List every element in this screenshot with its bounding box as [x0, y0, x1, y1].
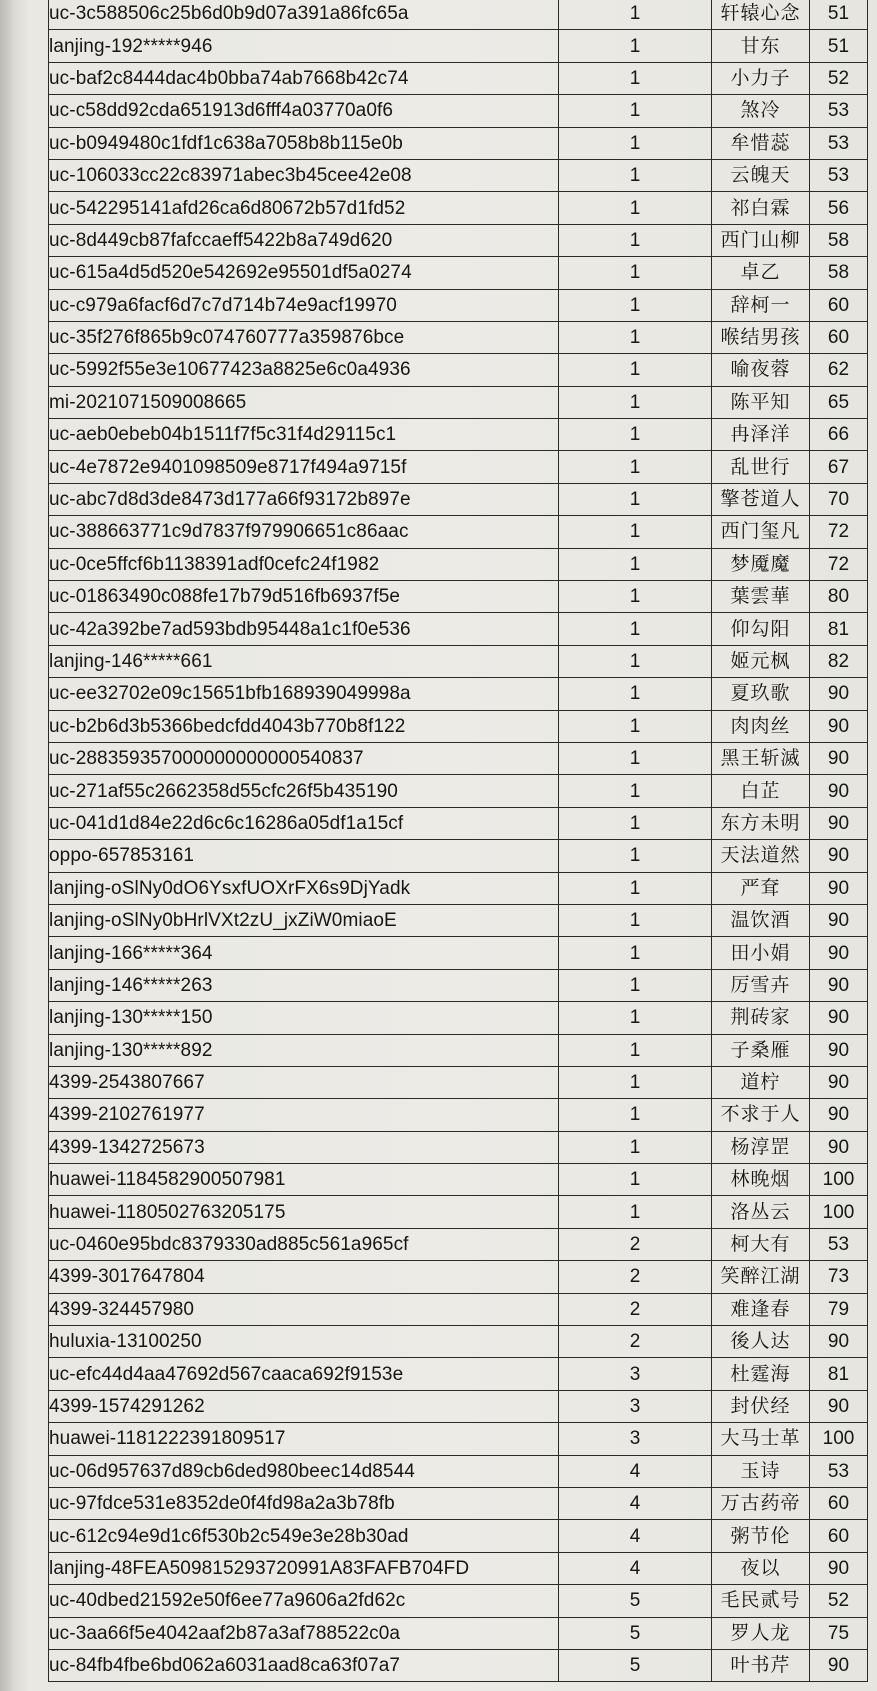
- page-edge-shadow: [0, 0, 14, 1691]
- table-row: [49, 0, 868, 30]
- count-cell: 1: [559, 30, 712, 62]
- player-name-cell: 喉结男孩: [712, 321, 810, 353]
- player-name-cell: 道柠: [712, 1066, 810, 1098]
- account-id-cell: uc-0460e95bdc8379330ad885c561a965cf: [49, 1228, 559, 1260]
- table-row: [49, 1358, 868, 1390]
- player-name-cell: 子桑雁: [712, 1034, 810, 1066]
- account-id-cell: lanjing-192*****946: [49, 30, 559, 62]
- table-row: [49, 95, 868, 127]
- count-cell: 1: [559, 645, 712, 677]
- count-cell: 3: [559, 1358, 712, 1390]
- count-cell: 1: [559, 257, 712, 289]
- table-row: [49, 354, 868, 386]
- level-cell: 53: [810, 1228, 868, 1260]
- level-cell: 90: [810, 1131, 868, 1163]
- level-cell: 90: [810, 742, 868, 774]
- table-row: [49, 1423, 868, 1455]
- level-cell: 73: [810, 1261, 868, 1293]
- account-id-cell: huawei-1180502763205175: [49, 1196, 559, 1228]
- player-name-cell: 仰勾阳: [712, 613, 810, 645]
- player-name-cell: 夜以: [712, 1552, 810, 1584]
- account-id-cell: uc-8d449cb87fafccaeff5422b8a749d620: [49, 224, 559, 256]
- count-cell: 2: [559, 1261, 712, 1293]
- level-cell: 90: [810, 1390, 868, 1422]
- account-id-cell: 4399-2102761977: [49, 1099, 559, 1131]
- account-id-cell: uc-542295141afd26ca6d80672b57d1fd52: [49, 192, 559, 224]
- account-id-cell: lanjing-146*****263: [49, 969, 559, 1001]
- level-cell: 60: [810, 289, 868, 321]
- level-cell: 58: [810, 257, 868, 289]
- account-id-cell: lanjing-48FEA509815293720991A83FAFB704FD: [49, 1552, 559, 1584]
- count-cell: 1: [559, 127, 712, 159]
- count-cell: 3: [559, 1390, 712, 1422]
- level-cell: 53: [810, 159, 868, 191]
- player-name-cell: 林晚烟: [712, 1164, 810, 1196]
- level-cell: 53: [810, 127, 868, 159]
- count-cell: 5: [559, 1617, 712, 1649]
- account-id-cell: lanjing-oSlNy0dO6YsxfUOXrFX6s9DjYadk: [49, 872, 559, 904]
- player-name-cell: 云魄天: [712, 159, 810, 191]
- player-name-cell: 西门玺凡: [712, 516, 810, 548]
- count-cell: 1: [559, 289, 712, 321]
- table-row: [49, 30, 868, 62]
- table-row: [49, 710, 868, 742]
- account-id-cell: uc-106033cc22c83971abec3b45cee42e08: [49, 159, 559, 191]
- account-id-cell: uc-0ce5ffcf6b1138391adf0cefc24f1982: [49, 548, 559, 580]
- account-id-cell: uc-06d957637d89cb6ded980beec14d8544: [49, 1455, 559, 1487]
- account-id-cell: lanjing-130*****892: [49, 1034, 559, 1066]
- count-cell: 1: [559, 192, 712, 224]
- player-name-cell: 天法道然: [712, 840, 810, 872]
- player-name-cell: 轩辕心念: [712, 0, 810, 30]
- level-cell: 100: [810, 1423, 868, 1455]
- account-id-cell: uc-615a4d5d520e542692e95501df5a0274: [49, 257, 559, 289]
- account-id-cell: huawei-1181222391809517: [49, 1423, 559, 1455]
- count-cell: 1: [559, 775, 712, 807]
- count-cell: 2: [559, 1293, 712, 1325]
- level-cell: 90: [810, 904, 868, 936]
- table-row: [49, 1228, 868, 1260]
- level-cell: 100: [810, 1164, 868, 1196]
- table-row: [49, 224, 868, 256]
- player-table: [48, 0, 868, 1682]
- account-id-cell: uc-97fdce531e8352de0f4fd98a2a3b78fb: [49, 1487, 559, 1519]
- account-id-cell: lanjing-oSlNy0bHrlVXt2zU_jxZiW0miaoE: [49, 904, 559, 936]
- count-cell: 5: [559, 1649, 712, 1681]
- player-name-cell: 煞冷: [712, 95, 810, 127]
- account-id-cell: uc-b2b6d3b5366bedcfdd4043b770b8f122: [49, 710, 559, 742]
- count-cell: 1: [559, 581, 712, 613]
- player-name-cell: 梦魇魔: [712, 548, 810, 580]
- level-cell: 90: [810, 1034, 868, 1066]
- account-id-cell: 4399-3017647804: [49, 1261, 559, 1293]
- count-cell: 1: [559, 1131, 712, 1163]
- level-cell: 80: [810, 581, 868, 613]
- account-id-cell: uc-4e7872e9401098509e8717f494a9715f: [49, 451, 559, 483]
- level-cell: 52: [810, 62, 868, 94]
- player-name-cell: 杜霆海: [712, 1358, 810, 1390]
- table-row: [49, 775, 868, 807]
- level-cell: 90: [810, 1649, 868, 1681]
- account-id-cell: uc-42a392be7ad593bdb95448a1c1f0e536: [49, 613, 559, 645]
- count-cell: 1: [559, 840, 712, 872]
- level-cell: 90: [810, 710, 868, 742]
- player-name-cell: 冉泽洋: [712, 419, 810, 451]
- player-name-cell: 万古药帝: [712, 1487, 810, 1519]
- player-name-cell: 葉雲華: [712, 581, 810, 613]
- player-name-cell: 小力子: [712, 62, 810, 94]
- account-id-cell: huawei-1184582900507981: [49, 1164, 559, 1196]
- table-row: [49, 678, 868, 710]
- level-cell: 90: [810, 775, 868, 807]
- player-name-cell: 辞柯一: [712, 289, 810, 321]
- account-id-cell: lanjing-130*****150: [49, 1002, 559, 1034]
- count-cell: 1: [559, 62, 712, 94]
- table-row: [49, 192, 868, 224]
- player-name-cell: 大马士革: [712, 1423, 810, 1455]
- count-cell: 1: [559, 224, 712, 256]
- count-cell: 1: [559, 678, 712, 710]
- player-name-cell: 严耷: [712, 872, 810, 904]
- player-name-cell: 肉肉丝: [712, 710, 810, 742]
- count-cell: 1: [559, 969, 712, 1001]
- account-id-cell: lanjing-146*****661: [49, 645, 559, 677]
- account-id-cell: uc-c979a6facf6d7c7d714b74e9acf19970: [49, 289, 559, 321]
- level-cell: 72: [810, 548, 868, 580]
- table-row: [49, 807, 868, 839]
- level-cell: 66: [810, 419, 868, 451]
- count-cell: 3: [559, 1423, 712, 1455]
- table-row: [49, 1131, 868, 1163]
- count-cell: 2: [559, 1326, 712, 1358]
- table-row: [49, 321, 868, 353]
- table-row: [49, 1326, 868, 1358]
- level-cell: 90: [810, 1066, 868, 1098]
- count-cell: 1: [559, 419, 712, 451]
- account-id-cell: 4399-324457980: [49, 1293, 559, 1325]
- count-cell: 1: [559, 710, 712, 742]
- level-cell: 100: [810, 1196, 868, 1228]
- player-name-cell: 毛民贰号: [712, 1585, 810, 1617]
- account-id-cell: 4399-1574291262: [49, 1390, 559, 1422]
- level-cell: 56: [810, 192, 868, 224]
- table-row: [49, 1390, 868, 1422]
- table-row: [49, 742, 868, 774]
- level-cell: 53: [810, 95, 868, 127]
- count-cell: 4: [559, 1552, 712, 1584]
- count-cell: 1: [559, 872, 712, 904]
- table-row: [49, 548, 868, 580]
- count-cell: 1: [559, 159, 712, 191]
- level-cell: 90: [810, 1002, 868, 1034]
- table-row: [49, 257, 868, 289]
- level-cell: 75: [810, 1617, 868, 1649]
- level-cell: 51: [810, 30, 868, 62]
- account-id-cell: uc-041d1d84e22d6c6c16286a05df1a15cf: [49, 807, 559, 839]
- table-row: [49, 386, 868, 418]
- account-id-cell: uc-efc44d4aa47692d567caaca692f9153e: [49, 1358, 559, 1390]
- player-name-cell: 甘东: [712, 30, 810, 62]
- count-cell: 1: [559, 321, 712, 353]
- count-cell: 1: [559, 451, 712, 483]
- table-row: [49, 937, 868, 969]
- table-row: [49, 1261, 868, 1293]
- account-id-cell: uc-c58dd92cda651913d6fff4a03770a0f6: [49, 95, 559, 127]
- level-cell: 70: [810, 483, 868, 515]
- player-name-cell: 东方未明: [712, 807, 810, 839]
- account-id-cell: uc-3c588506c25b6d0b9d07a391a86fc65a: [49, 0, 559, 30]
- count-cell: 4: [559, 1455, 712, 1487]
- level-cell: 90: [810, 840, 868, 872]
- count-cell: 1: [559, 742, 712, 774]
- table-row: [49, 645, 868, 677]
- count-cell: 1: [559, 95, 712, 127]
- count-cell: 1: [559, 548, 712, 580]
- table-row: [49, 1002, 868, 1034]
- table-row: [49, 1552, 868, 1584]
- count-cell: 2: [559, 1228, 712, 1260]
- player-name-cell: 封伏经: [712, 1390, 810, 1422]
- player-name-cell: 洛丛云: [712, 1196, 810, 1228]
- player-name-cell: 玉诗: [712, 1455, 810, 1487]
- account-id-cell: uc-271af55c2662358d55cfc26f5b435190: [49, 775, 559, 807]
- table-row: [49, 483, 868, 515]
- player-name-cell: 擎苍道人: [712, 483, 810, 515]
- account-id-cell: uc-01863490c088fe17b79d516fb6937f5e: [49, 581, 559, 613]
- player-name-cell: 叶书芹: [712, 1649, 810, 1681]
- account-id-cell: 4399-1342725673: [49, 1131, 559, 1163]
- count-cell: 1: [559, 1164, 712, 1196]
- level-cell: 60: [810, 1487, 868, 1519]
- player-name-cell: 田小娟: [712, 937, 810, 969]
- player-name-cell: 柯大有: [712, 1228, 810, 1260]
- player-name-cell: 白芷: [712, 775, 810, 807]
- level-cell: 90: [810, 969, 868, 1001]
- account-id-cell: uc-baf2c8444dac4b0bba74ab7668b42c74: [49, 62, 559, 94]
- table-row: [49, 1196, 868, 1228]
- count-cell: 1: [559, 807, 712, 839]
- account-id-cell: uc-3aa66f5e4042aaf2b87a3af788522c0a: [49, 1617, 559, 1649]
- player-name-cell: 笑醉江湖: [712, 1261, 810, 1293]
- level-cell: 90: [810, 678, 868, 710]
- count-cell: 5: [559, 1585, 712, 1617]
- table-row: [49, 289, 868, 321]
- table-row: [49, 1520, 868, 1552]
- level-cell: 82: [810, 645, 868, 677]
- table-row: [49, 1034, 868, 1066]
- table-row: [49, 1649, 868, 1681]
- table-row: [49, 127, 868, 159]
- level-cell: 65: [810, 386, 868, 418]
- table-row: [49, 516, 868, 548]
- level-cell: 60: [810, 321, 868, 353]
- table-row: [49, 1293, 868, 1325]
- player-name-cell: 姬元枫: [712, 645, 810, 677]
- account-id-cell: huluxia-13100250: [49, 1326, 559, 1358]
- account-id-cell: uc-612c94e9d1c6f530b2c549e3e28b30ad: [49, 1520, 559, 1552]
- table-row: [49, 969, 868, 1001]
- count-cell: 1: [559, 0, 712, 30]
- level-cell: 60: [810, 1520, 868, 1552]
- player-name-cell: 喻夜蓉: [712, 354, 810, 386]
- level-cell: 90: [810, 937, 868, 969]
- player-name-cell: 祁白霖: [712, 192, 810, 224]
- level-cell: 67: [810, 451, 868, 483]
- player-name-cell: 西门山柳: [712, 224, 810, 256]
- count-cell: 1: [559, 904, 712, 936]
- count-cell: 1: [559, 1066, 712, 1098]
- table-body: [49, 0, 868, 1682]
- count-cell: 4: [559, 1520, 712, 1552]
- player-name-cell: 不求于人: [712, 1099, 810, 1131]
- count-cell: 1: [559, 386, 712, 418]
- player-name-cell: 温饮酒: [712, 904, 810, 936]
- account-id-cell: oppo-657853161: [49, 840, 559, 872]
- table-row: [49, 581, 868, 613]
- account-id-cell: uc-abc7d8d3de8473d177a66f93172b897e: [49, 483, 559, 515]
- player-name-cell: 陈平知: [712, 386, 810, 418]
- table-row: [49, 159, 868, 191]
- account-id-cell: 4399-2543807667: [49, 1066, 559, 1098]
- player-name-cell: 乱世行: [712, 451, 810, 483]
- table-row: [49, 1099, 868, 1131]
- count-cell: 1: [559, 516, 712, 548]
- player-name-cell: 厉雪卉: [712, 969, 810, 1001]
- account-id-cell: uc-388663771c9d7837f979906651c86aac: [49, 516, 559, 548]
- level-cell: 58: [810, 224, 868, 256]
- level-cell: 53: [810, 1455, 868, 1487]
- count-cell: 4: [559, 1487, 712, 1519]
- account-id-cell: uc-b0949480c1fdf1c638a7058b8b115e0b: [49, 127, 559, 159]
- level-cell: 52: [810, 1585, 868, 1617]
- table-row: [49, 1066, 868, 1098]
- table-row: [49, 1617, 868, 1649]
- level-cell: 51: [810, 0, 868, 30]
- level-cell: 90: [810, 872, 868, 904]
- table-row: [49, 872, 868, 904]
- account-id-cell: uc-aeb0ebeb04b1511f7f5c31f4d29115c1: [49, 419, 559, 451]
- player-name-cell: 荆砖家: [712, 1002, 810, 1034]
- account-id-cell: uc-40dbed21592e50f6ee77a9606a2fd62c: [49, 1585, 559, 1617]
- table-row: [49, 840, 868, 872]
- account-id-cell: uc-5992f55e3e10677423a8825e6c0a4936: [49, 354, 559, 386]
- table-row: [49, 62, 868, 94]
- count-cell: 1: [559, 1034, 712, 1066]
- table-row: [49, 1164, 868, 1196]
- player-name-cell: 夏玖歌: [712, 678, 810, 710]
- table-row: [49, 613, 868, 645]
- player-name-cell: 黑王斩滅: [712, 742, 810, 774]
- level-cell: 81: [810, 613, 868, 645]
- account-id-cell: uc-288359357000000000000540837: [49, 742, 559, 774]
- player-name-cell: 卓乙: [712, 257, 810, 289]
- count-cell: 1: [559, 1002, 712, 1034]
- table-row: [49, 904, 868, 936]
- table-row: [49, 419, 868, 451]
- account-id-cell: uc-35f276f865b9c074760777a359876bce: [49, 321, 559, 353]
- count-cell: 1: [559, 937, 712, 969]
- count-cell: 1: [559, 1196, 712, 1228]
- level-cell: 81: [810, 1358, 868, 1390]
- level-cell: 72: [810, 516, 868, 548]
- count-cell: 1: [559, 1099, 712, 1131]
- player-name-cell: 杨淳罡: [712, 1131, 810, 1163]
- account-id-cell: lanjing-166*****364: [49, 937, 559, 969]
- level-cell: 62: [810, 354, 868, 386]
- table-row: [49, 1455, 868, 1487]
- player-name-cell: 後人达: [712, 1326, 810, 1358]
- level-cell: 90: [810, 1099, 868, 1131]
- count-cell: 1: [559, 354, 712, 386]
- level-cell: 79: [810, 1293, 868, 1325]
- account-id-cell: uc-84fb4fbe6bd062a6031aad8ca63f07a7: [49, 1649, 559, 1681]
- level-cell: 90: [810, 807, 868, 839]
- level-cell: 90: [810, 1326, 868, 1358]
- table-row: [49, 451, 868, 483]
- table-row: [49, 1487, 868, 1519]
- count-cell: 1: [559, 613, 712, 645]
- player-name-cell: 牟惜蕊: [712, 127, 810, 159]
- player-name-cell: 罗人龙: [712, 1617, 810, 1649]
- account-id-cell: mi-2021071509008665: [49, 386, 559, 418]
- level-cell: 90: [810, 1552, 868, 1584]
- player-name-cell: 难逢春: [712, 1293, 810, 1325]
- count-cell: 1: [559, 483, 712, 515]
- player-name-cell: 粥节伦: [712, 1520, 810, 1552]
- account-id-cell: uc-ee32702e09c15651bfb168939049998a: [49, 678, 559, 710]
- table-row: [49, 1585, 868, 1617]
